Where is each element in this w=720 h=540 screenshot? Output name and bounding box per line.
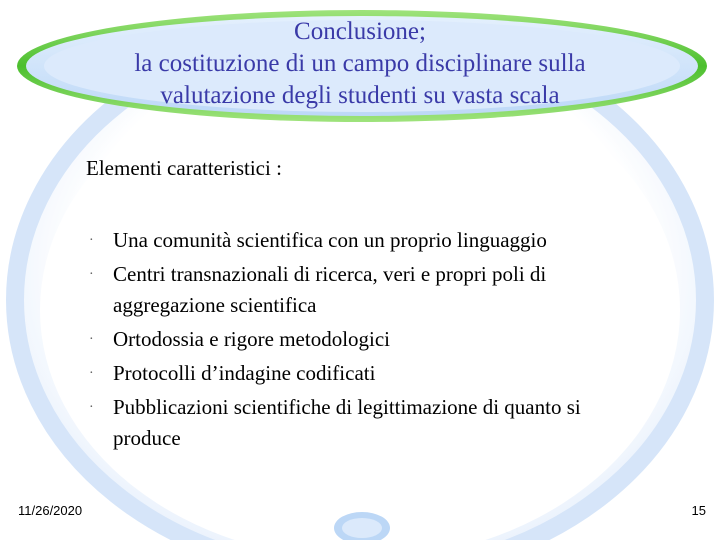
- bullet-item: [88, 392, 648, 454]
- bullet-item: [88, 259, 648, 321]
- title-line-2: la costituzione di un campo disciplinare sulla: [134, 50, 586, 77]
- slide-date: 11/26/2020: [18, 503, 83, 518]
- bullet-list: [88, 225, 648, 457]
- bullet-item: [88, 324, 648, 355]
- bullet-text: Una comunità scientifica con un proprio linguaggio: [113, 228, 547, 252]
- title-line-1: Conclusione;: [294, 18, 426, 45]
- bullet-glyph: ·: [89, 366, 94, 381]
- bullet-text: Centri transnazionali di ricerca, veri e propri poli di aggregazione scientifica: [113, 262, 547, 317]
- bullet-item: [88, 358, 648, 389]
- bullet-glyph: ·: [89, 267, 94, 282]
- bullet-text: Pubblicazioni scientifiche di legittimazione di quanto si produce: [113, 395, 581, 450]
- bullet-item: [88, 225, 648, 256]
- slide-title: [60, 16, 660, 112]
- bullet-text: Protocolli d’indagine codificati: [113, 361, 376, 385]
- bullet-text: Ortodossia e rigore metodologici: [113, 327, 391, 351]
- page-number: 15: [691, 503, 706, 518]
- subheading: Elementi caratteristici :: [86, 156, 282, 180]
- bullet-glyph: ·: [89, 233, 94, 248]
- bullet-glyph: ·: [89, 332, 94, 347]
- bullet-glyph: ·: [89, 400, 94, 415]
- title-line-3: valutazione degli studenti su vasta scala: [160, 82, 560, 109]
